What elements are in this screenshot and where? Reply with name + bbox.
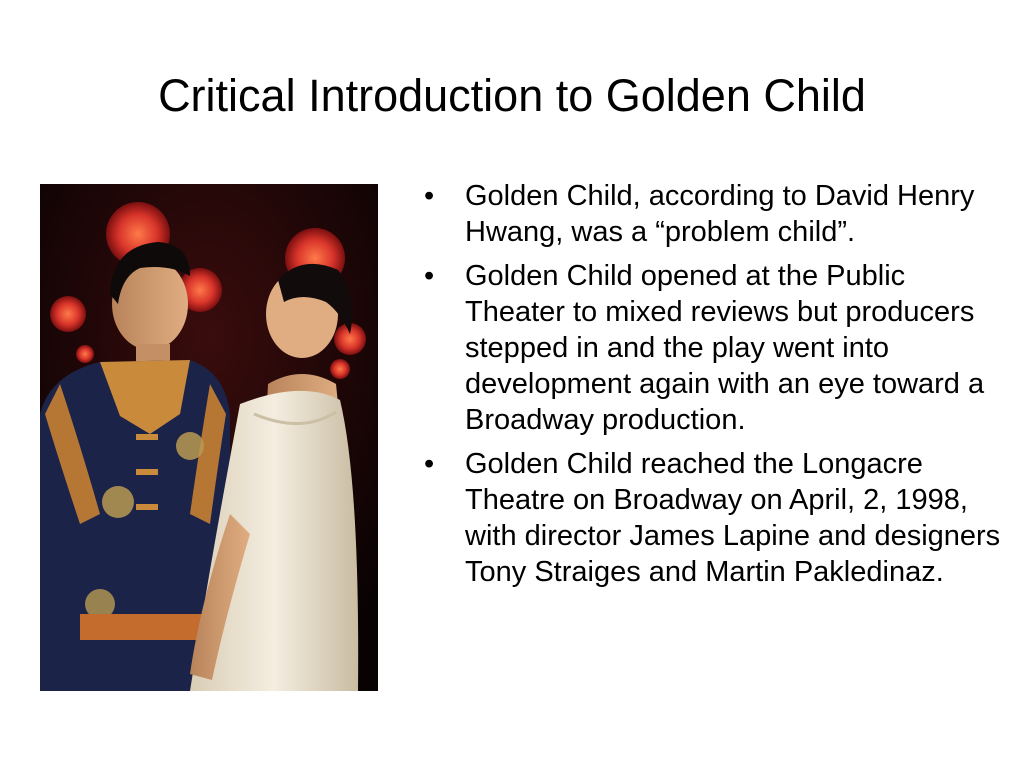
- bullet-item: [422, 446, 1002, 590]
- bullet-text: Golden Child, according to David Henry Hwang, was a “problem child”.: [465, 180, 975, 248]
- bullet-text: Golden Child opened at the Public Theater to mixed reviews but producers stepped in and the play went into development again with an eye toward a Broadway production.: [465, 260, 985, 436]
- bullet-list: [422, 178, 1002, 598]
- bullet-glyph: •: [424, 448, 435, 480]
- bullet-glyph: •: [424, 260, 435, 292]
- bullet-item: [422, 258, 1002, 438]
- bullet-glyph: •: [424, 180, 435, 212]
- bullet-item: [422, 178, 1002, 250]
- bullet-text: Golden Child reached the Longacre Theatre on Broadway on April, 2, 1998, with director James Lapine and designers Tony Straiges and Martin Pakledinaz.: [465, 448, 1001, 588]
- slide-title: Critical Introduction to Golden Child: [158, 70, 866, 121]
- production-photo: [40, 184, 378, 691]
